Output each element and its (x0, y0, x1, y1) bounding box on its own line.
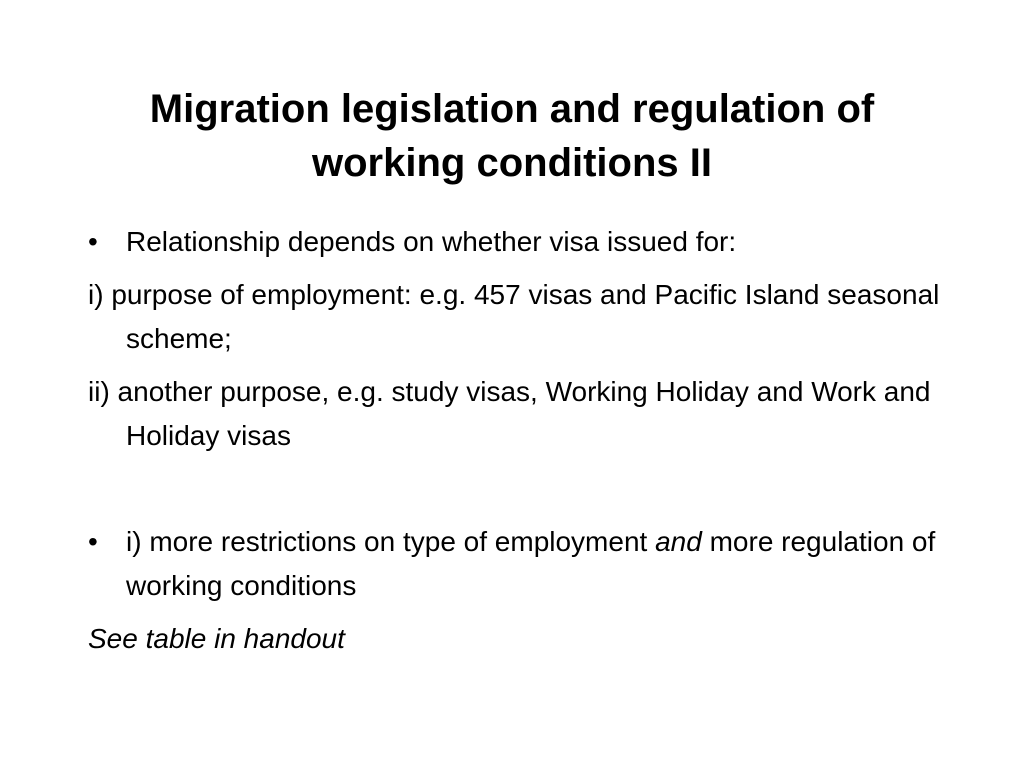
bullet-mark: • (88, 226, 98, 257)
title-line-2: working conditions II (312, 141, 712, 185)
bullet-mark: • (88, 526, 98, 557)
bullet-restrictions-emphasis: and (655, 526, 702, 557)
bullet-restrictions-before: i) more restrictions on type of employment (126, 526, 656, 557)
bullet-restrictions-after: more regulation of working conditions (126, 526, 936, 601)
bullet-relationship (88, 220, 948, 264)
slide-title (60, 82, 964, 190)
item-purpose-employment: i) purpose of employment: e.g. 457 visas and Pacific Island seasonal scheme; (88, 279, 940, 354)
bullet-restrictions (88, 520, 948, 608)
title-line-1: Migration legislation and regulation of (149, 87, 875, 131)
handout-note: See table in handout (88, 623, 345, 654)
bullet-relationship-text: Relationship depends on whether visa issued for: (126, 226, 737, 257)
slide-body (88, 220, 948, 661)
item-another-purpose: ii) another purpose, e.g. study visas, Working Holiday and Work and Holiday visas (88, 376, 931, 451)
